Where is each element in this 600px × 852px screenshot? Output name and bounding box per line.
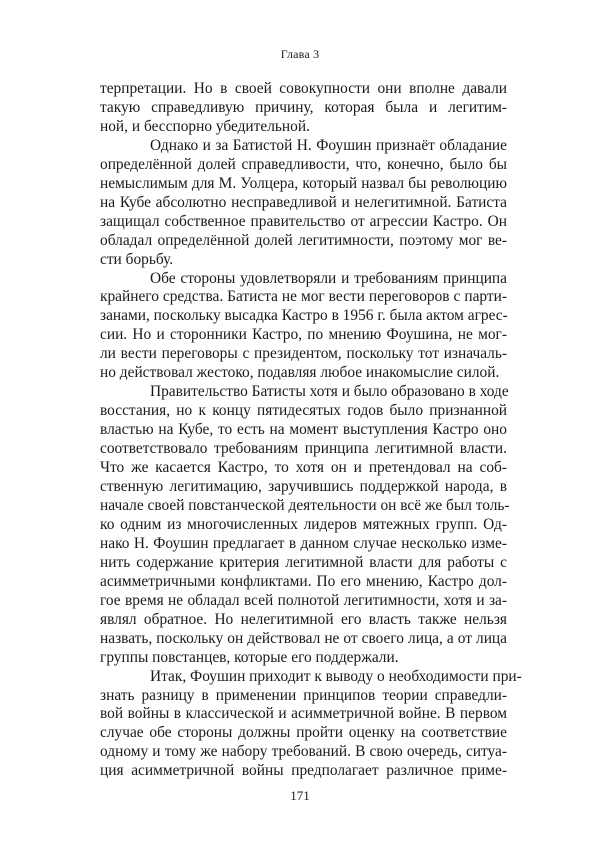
text-line: властью на Кубе, то есть на момент выступления Кастро оно [100,421,507,439]
text-line: асимметричными конфликтами. По его мнению, Кастро дол- [100,572,507,590]
text-line: сии. Но и сторонники Кастро, по мнению Фоушина, не мог- [100,326,507,344]
paragraph [100,80,507,137]
paragraph [100,137,507,270]
text-line: ция асимметричной войны предполагает различное приме- [100,762,507,780]
text-line: являл обратное. Но нелегитимной его власть также нельзя [100,610,507,628]
text-line: ной, и бесспорно убедительной. [100,117,310,135]
text-line: на Кубе абсолютно несправедливой и нелегитимной. Батиста [100,193,507,211]
text-line: знать разницу в применении принципов теории справедли- [100,686,507,704]
text-line: занами, поскольку высадка Кастро в 1956 г. была актом агрес- [100,307,508,325]
text-line: гое время не обладал всей полнотой легитимности, хотя и за- [100,591,507,609]
text-line: крайнего средства. Батиста не мог вести переговоров с парти- [100,288,507,306]
text-line: нить содержание критерия легитимной власти для работы с [100,553,507,571]
body-text [100,80,522,781]
text-line: немыслимым для М. Уолцера, который назвал бы революцию [100,174,507,192]
text-line: нако Н. Фоушин предлагает в данном случае несколько изме- [100,534,507,552]
text-line: защищал собственное правительство от агрессии Кастро. Он [100,212,507,230]
text-line: случае обе стороны должны пройти оценку на соответствие [100,724,507,742]
text-line: начале своей повстанческой деятельности он всё же был толь- [100,496,510,514]
paragraph [100,270,507,384]
text-line: ко одним из многочисленных лидеров мятежных групп. Од- [100,515,507,533]
running-header-chapter: Глава 3 [280,47,320,61]
text-line: одному и тому же набору требований. В свою очередь, ситуа- [100,743,507,761]
text-line: назвать, поскольку он действовал не от своего лица, а от лица [100,629,507,647]
text-line: такую справедливую причину, которая была и легитим- [100,98,507,116]
text-line: Что же касается Кастро, то хотя он и претендовал на соб- [100,459,507,477]
page-number: 171 [290,788,310,803]
text-line: ственную легитимацию, заручившись поддержкой народа, в [100,478,507,496]
text-line: определённой долей справедливости, что, конечно, было бы [100,155,507,173]
paragraph [100,667,522,782]
text-line: соответствовало требованиям принципа легитимной власти. [100,440,507,458]
text-line: сти борьбу. [100,250,174,268]
text-line: вой войны в классической и асимметричной войне. В первом [100,705,507,723]
text-line: Обе стороны удовлетворяли и требованиям принципа [150,269,507,287]
text-line: Итак, Фоушин приходит к выводу о необходимости при- [150,667,522,685]
text-line: группы повстанцев, которые его поддержали. [100,648,399,666]
text-line: Правительство Батисты хотя и было образовано в ходе [150,383,509,401]
text-line: ли вести переговоры с президентом, поскольку тот изначаль- [100,345,507,363]
text-line: Однако и за Батистой Н. Фоушин признаёт обладание [150,136,507,154]
paragraph [100,383,510,667]
text-line: терпретации. Но в своей совокупности они вполне давали [100,80,507,97]
text-line: восстания, но к концу пятидесятых годов было признанной [100,402,507,420]
text-line: но действовал жестоко, подавляя любое инакомыслие силой. [100,364,500,382]
text-line: обладал определённой долей легитимности, поэтому мог ве- [100,231,507,249]
